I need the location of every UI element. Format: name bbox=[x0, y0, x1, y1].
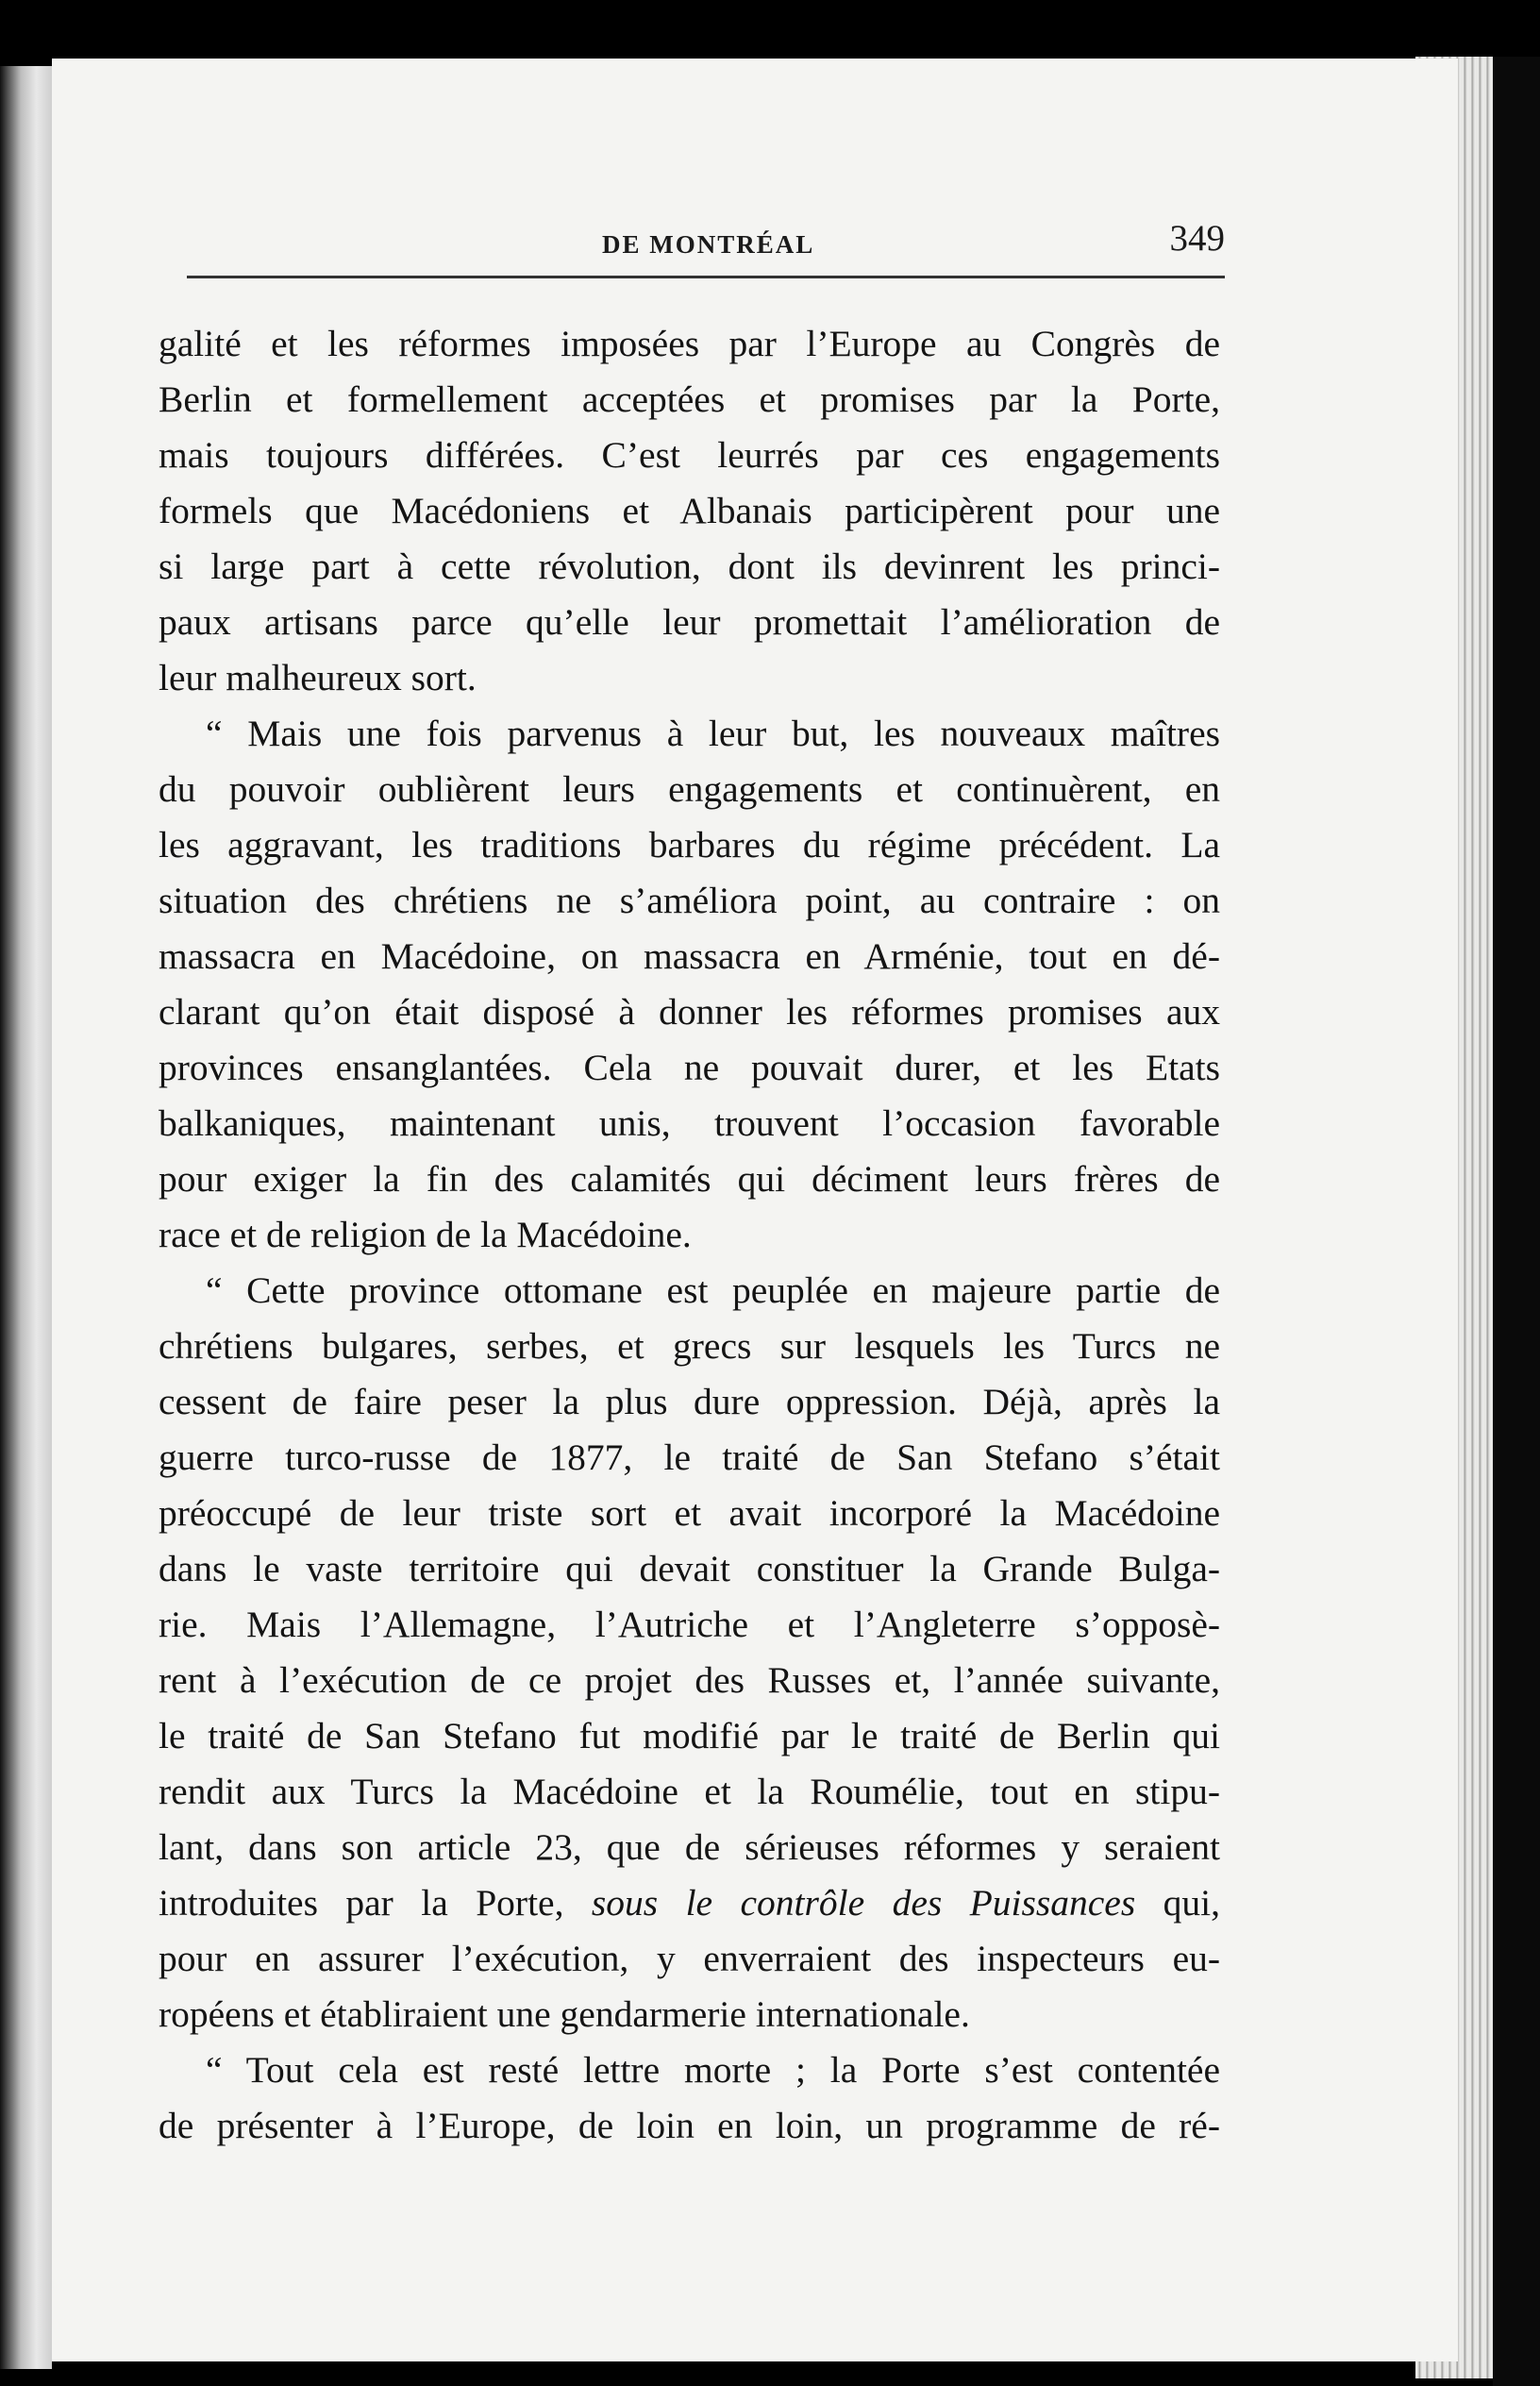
text-line: chrétiens bulgares, serbes, et grecs sur lesquels les Turcs ne bbox=[159, 1325, 1220, 1367]
text-fragment: qui, bbox=[1135, 1882, 1220, 1924]
text-line: ropéens et établiraient une gendarmerie internationale. bbox=[159, 1993, 970, 2035]
text-line: de présenter à l’Europe, de loin en loin, un programme de ré- bbox=[159, 2105, 1220, 2146]
text-line: rent à l’exécution de ce projet des Russes et, l’année suivante, bbox=[159, 1659, 1220, 1701]
text-line: race et de religion de la Macédoine. bbox=[159, 1214, 692, 1255]
page-edges-shade bbox=[1493, 57, 1540, 2386]
text-line: pour exiger la fin des calamités qui déciment leurs frères de bbox=[159, 1158, 1220, 1200]
text-line: guerre turco-russe de 1877, le traité de San Stefano s’était bbox=[159, 1437, 1220, 1478]
text-line: du pouvoir oublièrent leurs engagements et continuèrent, en bbox=[159, 768, 1220, 810]
body-text bbox=[159, 316, 1220, 2154]
text-line: paux artisans parce qu’elle leur promettait l’amélioration de bbox=[159, 601, 1220, 643]
paragraph-1 bbox=[159, 316, 1220, 706]
paragraph-2 bbox=[159, 706, 1220, 1263]
text-line: formels que Macédoniens et Albanais participèrent pour une bbox=[159, 490, 1220, 531]
paragraph-3 bbox=[159, 1263, 1220, 2042]
text-line: balkaniques, maintenant unis, trouvent l’occasion favorable bbox=[159, 1102, 1220, 1144]
text-line: préoccupé de leur triste sort et avait incorporé la Macédoine bbox=[159, 1492, 1220, 1534]
text-line: rendit aux Turcs la Macédoine et la Roumélie, tout en stipu- bbox=[159, 1771, 1220, 1812]
text-fragment: introduites par la Porte, bbox=[159, 1882, 592, 1924]
running-head: DE MONTRÉAL bbox=[602, 230, 815, 259]
text-line: “ Cette province ottomane est peuplée en majeure partie de bbox=[206, 1269, 1220, 1311]
text-line: provinces ensanglantées. Cela ne pouvait durer, et les Etats bbox=[159, 1047, 1220, 1088]
text-line: le traité de San Stefano fut modifié par le traité de Berlin qui bbox=[159, 1715, 1220, 1756]
text-line: mais toujours différées. C’est leurrés par ces engagements bbox=[159, 434, 1220, 476]
text-line: les aggravant, les traditions barbares du régime précédent. La bbox=[159, 824, 1220, 865]
text-line: lant, dans son article 23, que de sérieuses réformes y seraient bbox=[159, 1826, 1220, 1868]
header-rule bbox=[187, 276, 1225, 278]
text-line: “ Mais une fois parvenus à leur but, les nouveaux maîtres bbox=[206, 713, 1220, 754]
page-header bbox=[187, 213, 1225, 270]
page-number: 349 bbox=[1169, 218, 1225, 259]
text-line: si large part à cette révolution, dont ils devinrent les princi- bbox=[159, 546, 1220, 587]
left-page-edge bbox=[0, 66, 52, 2369]
text-line: situation des chrétiens ne s’améliora point, au contraire : on bbox=[159, 880, 1220, 921]
text-line: massacra en Macédoine, on massacra en Arménie, tout en dé- bbox=[159, 935, 1220, 977]
text-line: clarant qu’on était disposé à donner les réformes promises aux bbox=[159, 991, 1220, 1033]
text-line-italic bbox=[159, 1875, 1220, 1931]
text-line: pour en assurer l’exécution, y enverraient des inspecteurs eu- bbox=[159, 1938, 1220, 1979]
paragraph-4 bbox=[159, 2042, 1220, 2154]
text-line: dans le vaste territoire qui devait constituer la Grande Bulga- bbox=[159, 1548, 1220, 1589]
text-line: leur malheureux sort. bbox=[159, 657, 477, 698]
text-line: rie. Mais l’Allemagne, l’Autriche et l’Angleterre s’opposè- bbox=[159, 1604, 1220, 1645]
text-line: “ Tout cela est resté lettre morte ; la Porte s’est contentée bbox=[206, 2049, 1220, 2091]
italic-phrase: sous le contrôle des Puissances bbox=[591, 1882, 1136, 1924]
text-line: galité et les réformes imposées par l’Europe au Congrès de bbox=[159, 323, 1220, 364]
text-line: cessent de faire peser la plus dure oppression. Déjà, après la bbox=[159, 1381, 1220, 1422]
text-line: Berlin et formellement acceptées et promises par la Porte, bbox=[159, 378, 1220, 420]
